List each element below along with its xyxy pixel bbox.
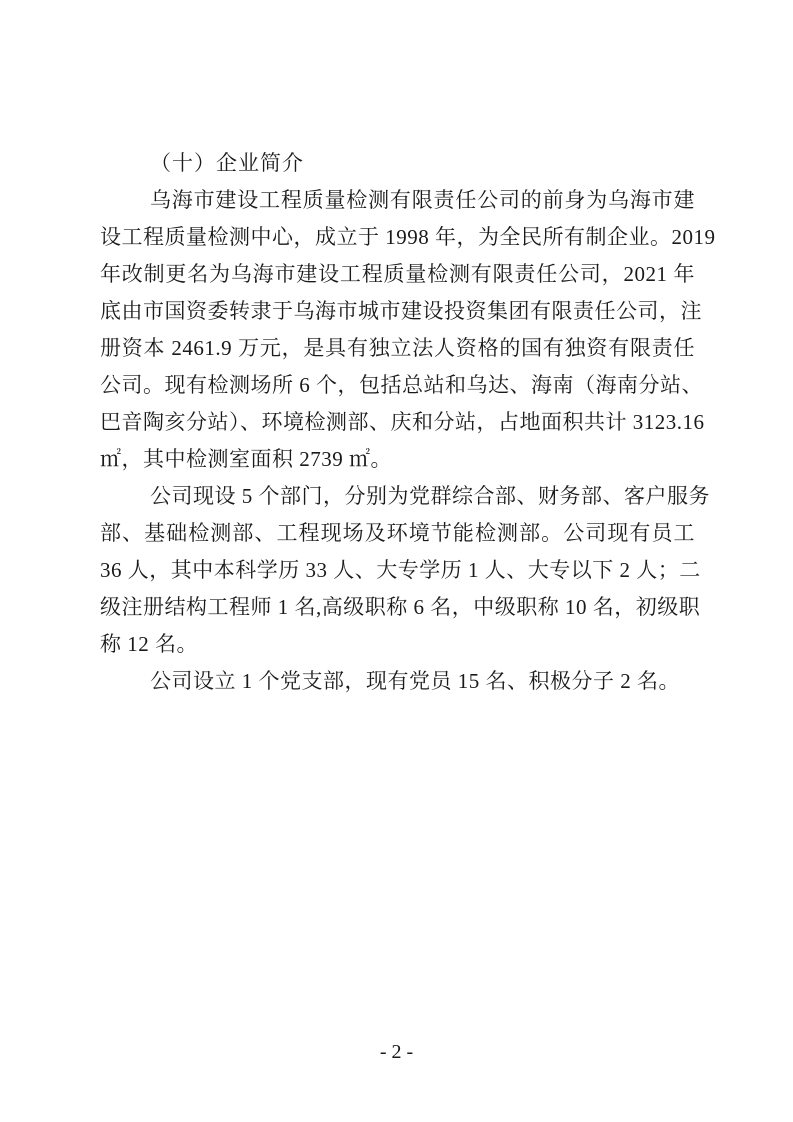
text-line: 设工程质量检测中心，成立于 1998 年，为全民所有制企业。2019	[100, 225, 716, 249]
document-body	[100, 145, 716, 700]
text-line: 巴音陶亥分站）、环境检测部、庆和分站，占地面积共计 3123.16	[100, 410, 705, 434]
paragraph	[100, 182, 716, 478]
text-line: 36 人，其中本科学历 33 人、大专学历 1 人、大专以下 2 人；二	[100, 558, 701, 582]
text-line: 乌海市建设工程质量检测有限责任公司的前身为乌海市建	[150, 188, 695, 212]
section-heading: （十）企业简介	[150, 151, 304, 175]
paragraph	[100, 478, 710, 663]
text-line: 部、基础检测部、工程现场及环境节能检测部。公司现有员工	[100, 521, 695, 545]
text-line: 年改制更名为乌海市建设工程质量检测有限责任公司，2021 年	[100, 262, 695, 286]
text-line: 公司设立 1 个党支部，现有党员 15 名、积极分子 2 名。	[150, 669, 680, 693]
text-line: 公司现设 5 个部门，分别为党群综合部、财务部、客户服务	[150, 484, 710, 508]
page-number: - 2 -	[379, 1041, 414, 1063]
text-line: 底由市国资委转隶于乌海市城市建设投资集团有限责任公司，注	[100, 299, 702, 323]
text-line: 册资本 2461.9 万元，是具有独立法人资格的国有独资有限责任	[100, 336, 695, 360]
text-line: 公司。现有检测场所 6 个，包括总站和乌达、海南（海南分站、	[100, 373, 703, 397]
text-line: 级注册结构工程师 1 名,高级职称 6 名，中级职称 10 名，初级职	[100, 595, 701, 619]
text-line: 称 12 名。	[100, 632, 198, 656]
text-line: ㎡，其中检测室面积 2739 ㎡。	[100, 447, 392, 471]
paragraph	[100, 663, 695, 700]
